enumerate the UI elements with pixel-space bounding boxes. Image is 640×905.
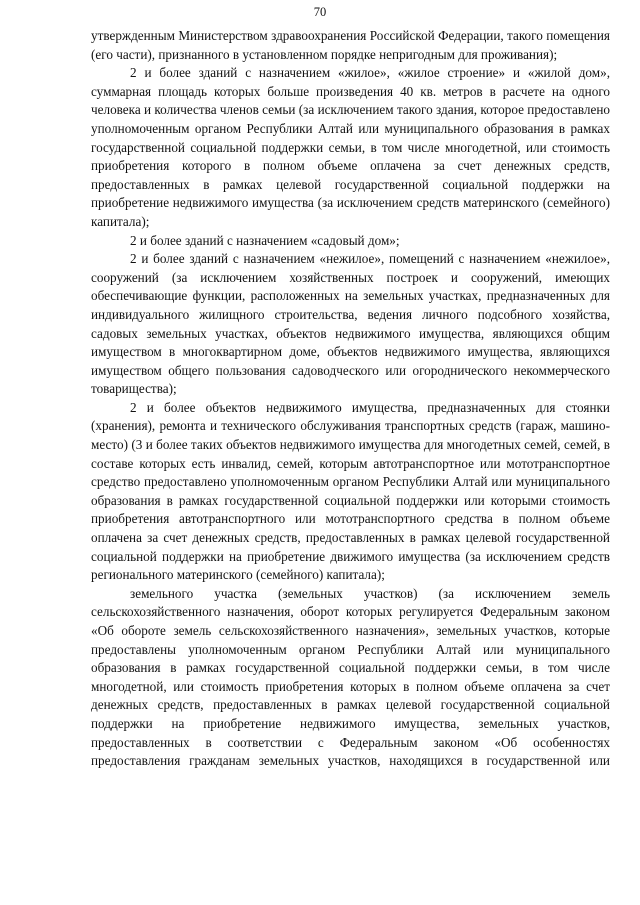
paragraph-residential-buildings: 2 и более зданий с назначением «жилое», «жилое строение» и «жилой дом», суммарная площадь которых больше произведения 40 кв. метров в расчете на одного человека и количества членов семьи (за исключением такого здания, которое предоставлено уполномоченным органом Республики Алтай или муниципального образования в рамках государственной социальной поддержки семьи, в том числе многодетной, или стоимость приобретения которого в полном объеме оплачена за счет денежных средств, предоставленных в рамках целевой государственной социальной поддержки на приобретение недвижимого имущества (за исключением средств материнского (семейного) капитала); [91, 65, 610, 229]
page-number: 70 [313, 5, 327, 19]
paragraph-land-plots: земельного участка (земельных участков) (за исключением земель сельскохозяйственного назначения, оборот которых регулируется Федеральным законом «Об обороте земель сельскохозяйственного назначения», земельных участков, которые предоставлены уполномоченным органом Республики Алтай или муниципального образования в рамках государственной социальной поддержки семьи, в том числе многодетной, или стоимость приобретения которых в полном объеме оплачена за счет денежных средств, предоставленных в рамках целевой государственной социальной поддержки на приобретение недвижимого имущества, земельных участков, предоставленных в соответствии с Федеральным законом «Об особенностях предоставления гражданам земельных участков, находящихся в государственной или [91, 585, 610, 769]
paragraph-vehicle-storage: 2 и более объектов недвижимого имущества, предназначенных для стоянки (хранения), ремонта и технического обслуживания транспортных средств (гараж, машино-место) (3 и более таких объектов недвижимого имущества для многодетных семей, семей, в составе которых есть инвалид, семей, которым автотранспортное или мототранспортное средство предоставлено уполномоченным органом Республики Алтай или муниципального образования в рамках государственной социальной поддержки или которыми стоимость приобретения автотранспортного или мототранспортного средства в полном объеме оплачена за счет денежных средств, предоставленных в рамках целевой государственной социальной поддержки на приобретение движимого имущества (за исключением средств регионального материнского (семейного) капитала); [91, 399, 610, 583]
paragraph-non-residential: 2 и более зданий с назначением «нежилое», помещений с назначением «нежилое», сооружений (за исключением хозяйственных построек и сооружений, имеющих обеспечивающие функции, расположенных на земельных участках, предназначенных для индивидуального жилищного строительства, ведения личного подсобного хозяйства, садовых земельных участках, объектов недвижимого имущества, являющихся общим имуществом в многоквартирном доме, объектов недвижимого имущества, являющихся имуществом общего пользования садоводческого или огороднического некоммерческого товарищества); [91, 251, 610, 397]
paragraph-garden-houses: 2 и более зданий с назначением «садовый дом»; [130, 232, 400, 248]
document-body [91, 27, 610, 771]
paragraph-continued: утвержденным Министерством здравоохранения Российской Федерации, такого помещения (его части), признанного в установленном порядке непригодным для проживания); [91, 28, 610, 62]
